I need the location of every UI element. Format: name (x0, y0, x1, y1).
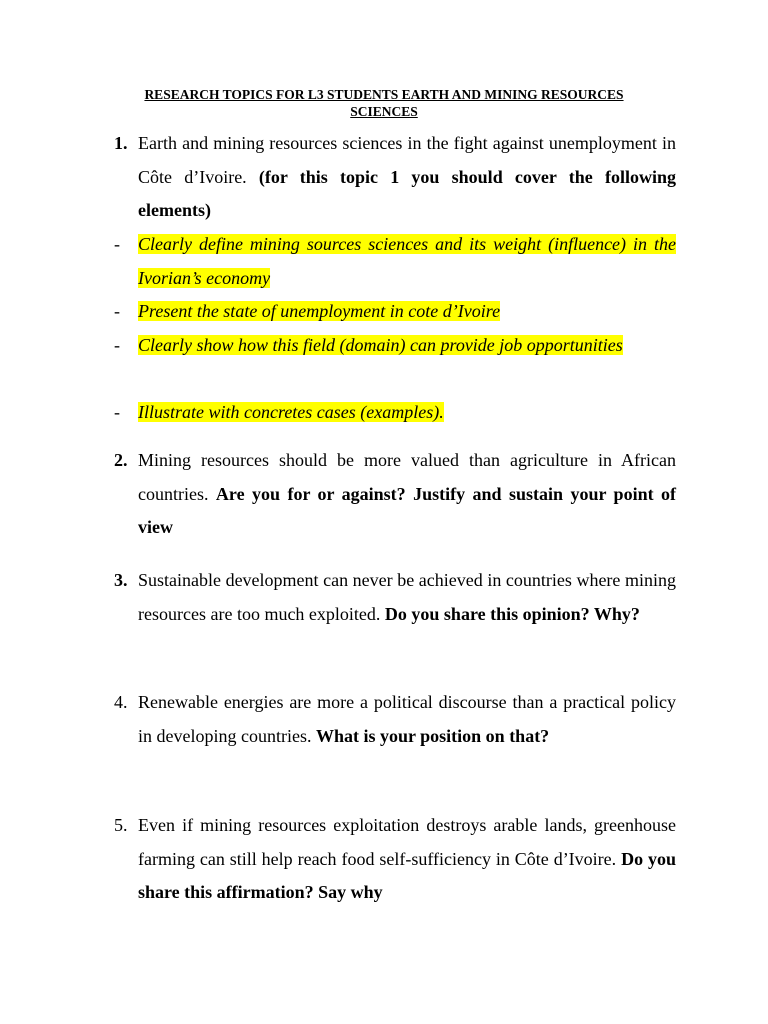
topic-question: Do you share this affirmation? Say why (138, 848, 676, 903)
bullet-dash: - (114, 301, 120, 321)
topic-number: 4. (114, 692, 128, 712)
topic-statement: Mining resources should be more valued than agriculture in African countries. (138, 450, 676, 504)
topic-statement: Sustainable development can never be achieved in countries where mining resources are too much exploited. (138, 570, 676, 624)
topic-2 (108, 444, 676, 545)
element-text: Illustrate with concretes cases (examples). (138, 402, 444, 422)
topic-question: (for this topic 1 you should cover the following elements) (138, 166, 676, 221)
topic-number: 1. (114, 133, 128, 153)
topic-number: 3. (114, 570, 128, 590)
topic-text (138, 127, 676, 228)
element-text: Clearly show how this field (domain) can provide job opportunities (138, 335, 623, 355)
topic-1-element (108, 329, 676, 363)
topic-number: 2. (114, 450, 128, 470)
topic-question: Are you for or against? Justify and sustain your point of view (138, 483, 677, 538)
topic-1-element (108, 228, 676, 295)
topic-statement: Earth and mining resources sciences in the fight against unemployment in Côte d’Ivoire. (138, 133, 676, 187)
topic-4 (108, 686, 676, 753)
topic-statement: Renewable energies are more a political discourse than a practical policy in developing countries. (138, 692, 676, 746)
topic-1-element (108, 295, 676, 329)
topic-statement: Even if mining resources exploitation destroys arable lands, greenhouse farming can still help reach food self-sufficiency in Côte d’Ivoire. (138, 815, 676, 869)
topic-number: 5. (114, 815, 128, 835)
topic-text (138, 564, 676, 631)
topic-3 (108, 564, 676, 631)
bullet-dash: - (114, 402, 120, 422)
bullet-dash: - (114, 234, 120, 254)
topic-1-element (108, 396, 676, 430)
title-line-1: RESEARCH TOPICS FOR L3 STUDENTS EARTH AND MINING RESOURCES (144, 87, 624, 102)
topic-text (138, 444, 676, 545)
topic-1 (108, 127, 676, 228)
document-title (100, 86, 668, 120)
title-line-2: SCIENCES (350, 104, 418, 119)
topic-question: What is your position on that? (315, 725, 550, 746)
element-text: Clearly define mining sources sciences and its weight (influence) in the Ivorian’s economy (138, 234, 676, 288)
element-text: Present the state of unemployment in cote d’Ivoire (138, 301, 501, 321)
topic-text (138, 686, 676, 753)
topic-5 (108, 809, 676, 910)
topic-question: Do you share this opinion? Why? (384, 603, 640, 624)
topic-text (138, 809, 676, 910)
bullet-dash: - (114, 335, 120, 355)
